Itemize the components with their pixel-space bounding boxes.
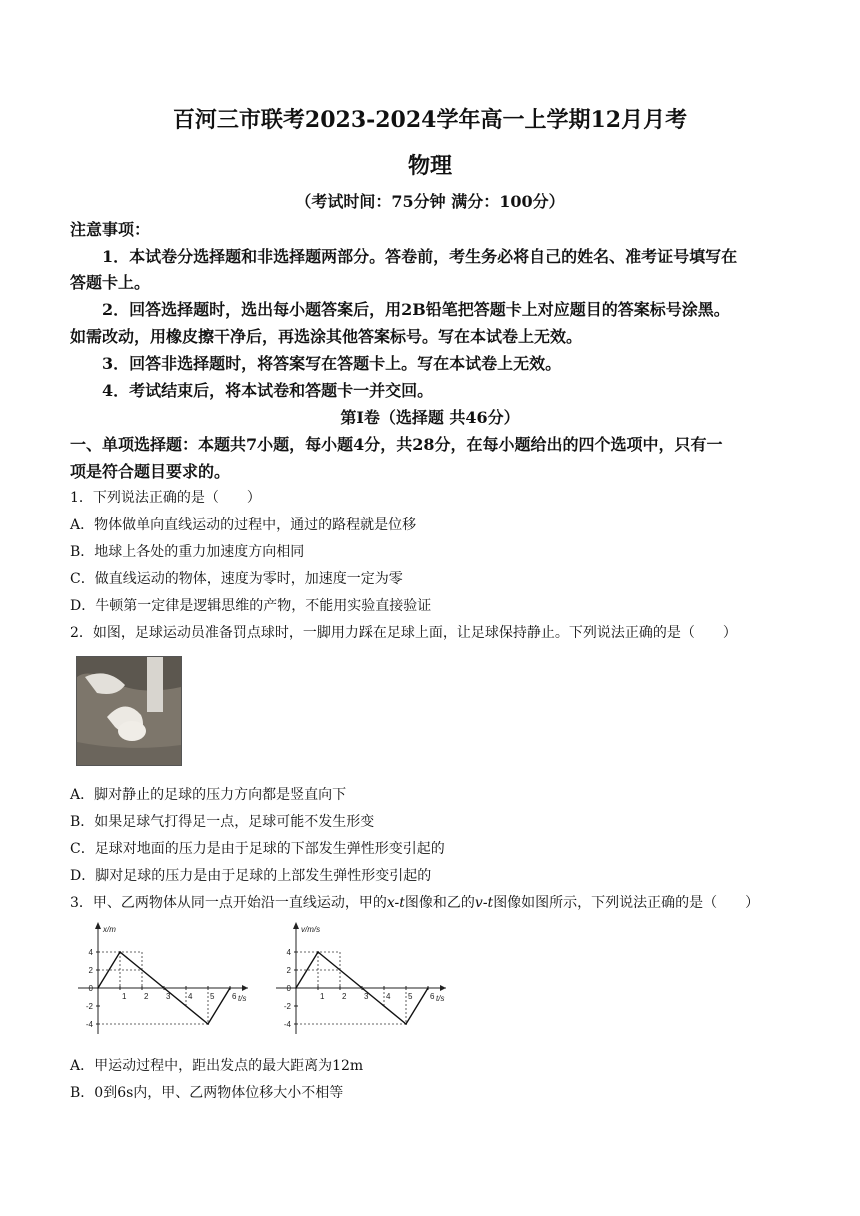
v-t-graph xyxy=(270,918,460,1040)
x-axis-arrow xyxy=(242,985,248,991)
data-point xyxy=(427,987,429,989)
y-tick-label: -4 xyxy=(85,1020,93,1029)
y-axis-label: x/m xyxy=(103,925,116,934)
x-tick-label: 5 xyxy=(408,992,413,1001)
data-point xyxy=(317,951,319,953)
x-tick-label: 4 xyxy=(386,992,391,1001)
question-stem: 2．如图，足球运动员准备罚点球时，一脚用力踩在足球上面，让足球保持静止。下列说法正确的是（ ） xyxy=(70,625,737,641)
notice-item: 1．本试卷分选择题和非选择题两部分。答卷前，考生务必将自己的姓名、准考证号填写在 xyxy=(102,247,738,266)
notice-item: 4．考试结束后，将本试卷和答题卡一并交回。 xyxy=(102,381,434,400)
exam-time-info: （考试时间：75分钟 满分：100分） xyxy=(295,192,565,211)
data-point xyxy=(295,987,297,989)
option-b: B．0到6s内，甲、乙两物体位移大小不相等 xyxy=(70,1085,344,1101)
question-stem: 1．下列说法正确的是（ ） xyxy=(70,490,261,506)
option-d: D．牛顿第一定律是逻辑思维的产物，不能用实验直接验证 xyxy=(70,598,432,614)
x-tick-label: 3 xyxy=(364,992,369,1001)
y-tick-label: -2 xyxy=(85,1002,93,1011)
section-title: 第Ⅰ卷（选择题 共46分） xyxy=(340,408,520,427)
x-axis-label: t/s xyxy=(436,994,445,1003)
x-tick-label: 1 xyxy=(320,992,325,1001)
y-tick-label: 0 xyxy=(88,984,93,993)
option-c: C．足球对地面的压力是由于足球的下部发生弹性形变引起的 xyxy=(70,841,445,857)
y-tick-label: 2 xyxy=(88,966,93,975)
option-a: A．脚对静止的足球的压力方向都是竖直向下 xyxy=(70,787,347,803)
x-tick-label: 6 xyxy=(430,992,435,1001)
x-tick-label: 4 xyxy=(188,992,193,1001)
section-instruction: 一、单项选择题：本题共7小题，每小题4分，共28分，在每小题给出的四个选项中，只有一 xyxy=(70,435,723,454)
x-tick-label: 3 xyxy=(166,992,171,1001)
y-axis-arrow xyxy=(293,922,299,929)
option-c: C．做直线运动的物体，速度为零时，加速度一定为零 xyxy=(70,571,403,587)
subject-title: 物理 xyxy=(407,153,452,179)
x-tick-label: 1 xyxy=(122,992,127,1001)
data-point xyxy=(229,987,231,989)
x-t-graph xyxy=(72,918,252,1040)
option-d: D．脚对足球的压力是由于足球的上部发生弹性形变引起的 xyxy=(70,868,432,884)
section-instruction: 项是符合题目要求的。 xyxy=(70,462,231,481)
y-axis-label: v/m/s xyxy=(301,925,321,934)
question-stem: 3．甲、乙两物体从同一点开始沿一直线运动，甲的x-t图像和乙的v-t图像如图所示，下列说法正确的是（ ） xyxy=(70,895,760,911)
data-point xyxy=(405,1023,407,1025)
y-axis-arrow xyxy=(95,922,101,929)
x-axis-label: t/s xyxy=(238,994,247,1003)
football-photo xyxy=(76,656,182,766)
option-b: B．地球上各处的重力加速度方向相同 xyxy=(70,544,305,560)
y-tick-label: -4 xyxy=(283,1020,291,1029)
x-tick-label: 2 xyxy=(144,992,149,1001)
data-point xyxy=(207,1023,209,1025)
notice-item: 2．回答选择题时，选出每小题答案后，用2B铅笔把答题卡上对应题目的答案标号涂黑。 xyxy=(102,300,730,319)
data-point xyxy=(97,987,99,989)
data-point xyxy=(119,951,121,953)
x-axis-arrow xyxy=(440,985,446,991)
option-b: B．如果足球气打得足一点，足球可能不发生形变 xyxy=(70,814,375,830)
exam-title: 百河三市联考2023-2024学年高一上学期12月月考 xyxy=(172,107,688,133)
x-tick-label: 5 xyxy=(210,992,215,1001)
notice-heading: 注意事项： xyxy=(70,220,151,239)
y-tick-label: 4 xyxy=(286,948,291,957)
x-tick-label: 2 xyxy=(342,992,347,1001)
y-tick-label: 2 xyxy=(286,966,291,975)
notice-item: 3．回答非选择题时，将答案写在答题卡上。写在本试卷上无效。 xyxy=(102,354,562,373)
notice-item: 答题卡上。 xyxy=(70,273,151,292)
x-tick-label: 6 xyxy=(232,992,237,1001)
option-a: A．甲运动过程中，距出发点的最大距离为12m xyxy=(70,1058,364,1074)
y-tick-label: 4 xyxy=(88,948,93,957)
notice-item: 如需改动，用橡皮擦干净后，再选涂其他答案标号。写在本试卷上无效。 xyxy=(70,327,583,346)
y-tick-label: 0 xyxy=(286,984,291,993)
option-a: A．物体做单向直线运动的过程中，通过的路程就是位移 xyxy=(70,517,417,533)
y-tick-label: -2 xyxy=(283,1002,291,1011)
